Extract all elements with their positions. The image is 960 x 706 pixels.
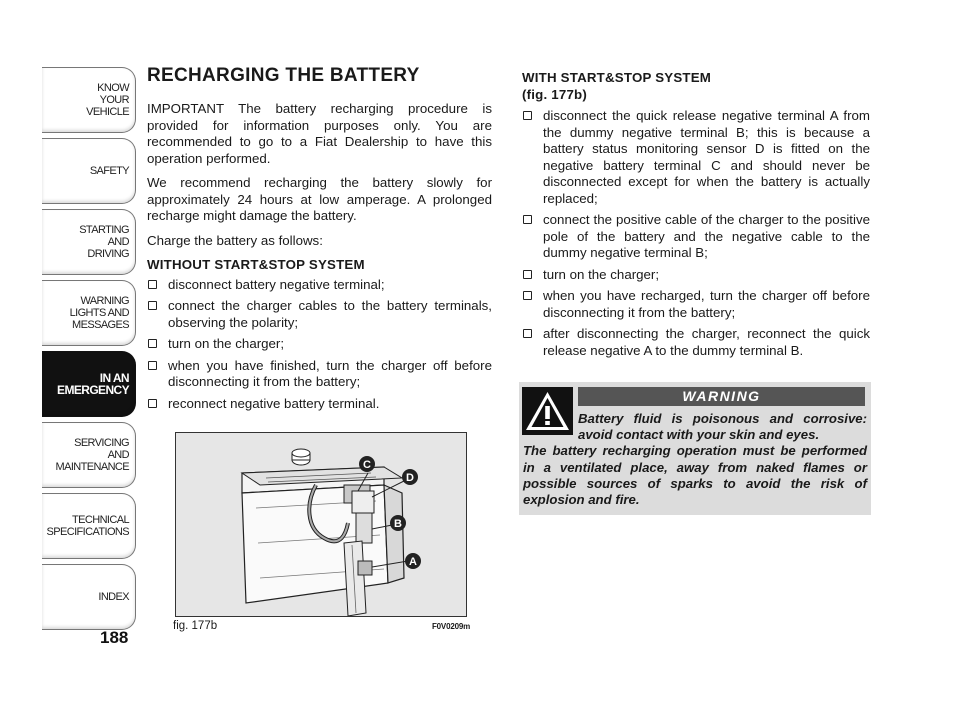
warning-text-rest: The battery recharging operation must be performed in a ventilated place, away from naked flames or possible sources of sparks to avoid the risk of explosion and fire. — [523, 443, 867, 508]
tab-starting-and-driving[interactable] — [42, 209, 136, 275]
recommend-paragraph: We recommend recharging the battery slowly for approximately 24 hours at low amperage. A prolonged recharge might damage the battery. — [147, 175, 492, 223]
page-number: 188 — [100, 628, 129, 647]
svg-text:D: D — [406, 472, 414, 484]
warning-text-first: Battery fluid is poisonous and corrosive: avoid contact with your skin and eyes. — [578, 411, 867, 443]
tab-label: IN AN EMERGENCY — [57, 371, 129, 397]
svg-text:C: C — [363, 459, 371, 471]
checkbox-bullet-icon — [523, 291, 532, 300]
checkbox-bullet-icon — [523, 329, 532, 338]
checkbox-bullet-icon — [148, 339, 157, 348]
warning-title: WARNING — [578, 387, 865, 406]
checkbox-bullet-icon — [523, 111, 532, 120]
tab-technical-specifications[interactable] — [42, 493, 136, 559]
tab-label: STARTING AND DRIVING — [79, 224, 129, 260]
tab-in-an-emergency[interactable] — [42, 351, 136, 417]
checkbox-bullet-icon — [148, 301, 157, 310]
warning-box — [519, 382, 871, 515]
checkbox-bullet-icon — [148, 280, 157, 289]
tab-know-your-vehicle[interactable] — [42, 67, 136, 133]
page-title: RECHARGING THE BATTERY — [147, 65, 420, 86]
with-ss-steps — [522, 108, 870, 359]
checkbox-bullet-icon — [523, 270, 532, 279]
tab-label: WARNING LIGHTS AND MESSAGES — [69, 295, 129, 331]
list-item: turn on the charger; — [522, 267, 870, 284]
svg-text:A: A — [409, 556, 417, 568]
list-item: turn on the charger; — [147, 336, 492, 353]
svg-text:B: B — [394, 518, 402, 530]
list-item: connect the charger cables to the battery terminals, observing the polarity; — [147, 298, 492, 331]
tab-label: KNOW YOUR VEHICLE — [86, 82, 129, 118]
section-tabs — [42, 67, 136, 635]
fig-reference: (fig. 177b) — [522, 86, 587, 102]
figure-code: F0V0209m — [432, 622, 470, 631]
tab-label: SAFETY — [89, 165, 129, 177]
battery-figure — [175, 432, 467, 617]
charge-intro: Charge the battery as follows: — [147, 232, 323, 248]
left-column — [147, 65, 492, 417]
tab-warning-lights[interactable] — [42, 280, 136, 346]
tab-servicing[interactable] — [42, 422, 136, 488]
without-ss-steps — [147, 277, 492, 413]
tab-label: INDEX — [98, 591, 129, 603]
right-column — [522, 70, 870, 364]
with-ss-heading: WITH START&STOP SYSTEM — [522, 70, 712, 85]
battery-illustration — [176, 433, 466, 616]
list-item: when you have recharged, turn the charger off before disconnecting it from the battery; — [522, 288, 870, 321]
list-item: connect the positive cable of the charger to the positive pole of the battery and the negative cable to the dummy negative terminal B; — [522, 212, 870, 262]
tab-label: TECHNICAL SPECIFICATIONS — [46, 514, 129, 538]
list-item: when you have finished, turn the charger off before disconnecting it from the battery; — [147, 358, 492, 391]
tab-index[interactable] — [42, 564, 136, 630]
checkbox-bullet-icon — [148, 361, 157, 370]
checkbox-bullet-icon — [148, 399, 157, 408]
list-item: disconnect the quick release negative terminal A from the dummy negative terminal B; this is because a battery status monitoring sensor D is fitted on the negative battery terminal C and should never be disconnected except for when the battery is actually replaced; — [522, 108, 870, 207]
checkbox-bullet-icon — [523, 215, 532, 224]
tab-safety[interactable] — [42, 138, 136, 204]
list-item: reconnect negative battery terminal. — [147, 396, 492, 413]
figure-caption: fig. 177b — [173, 620, 218, 632]
without-ss-heading: WITHOUT START&STOP SYSTEM — [147, 257, 365, 272]
important-paragraph: IMPORTANT The battery recharging procedure is provided for information purposes only. You are recommended to go to a Fiat Dealership to have this operation performed. — [147, 101, 492, 166]
list-item: disconnect battery negative terminal; — [147, 277, 492, 294]
warning-text — [523, 411, 867, 508]
tab-label: SERVICING AND MAINTENANCE — [55, 437, 129, 473]
list-item: after disconnecting the charger, reconnect the quick release negative A to the dummy terminal B. — [522, 326, 870, 359]
